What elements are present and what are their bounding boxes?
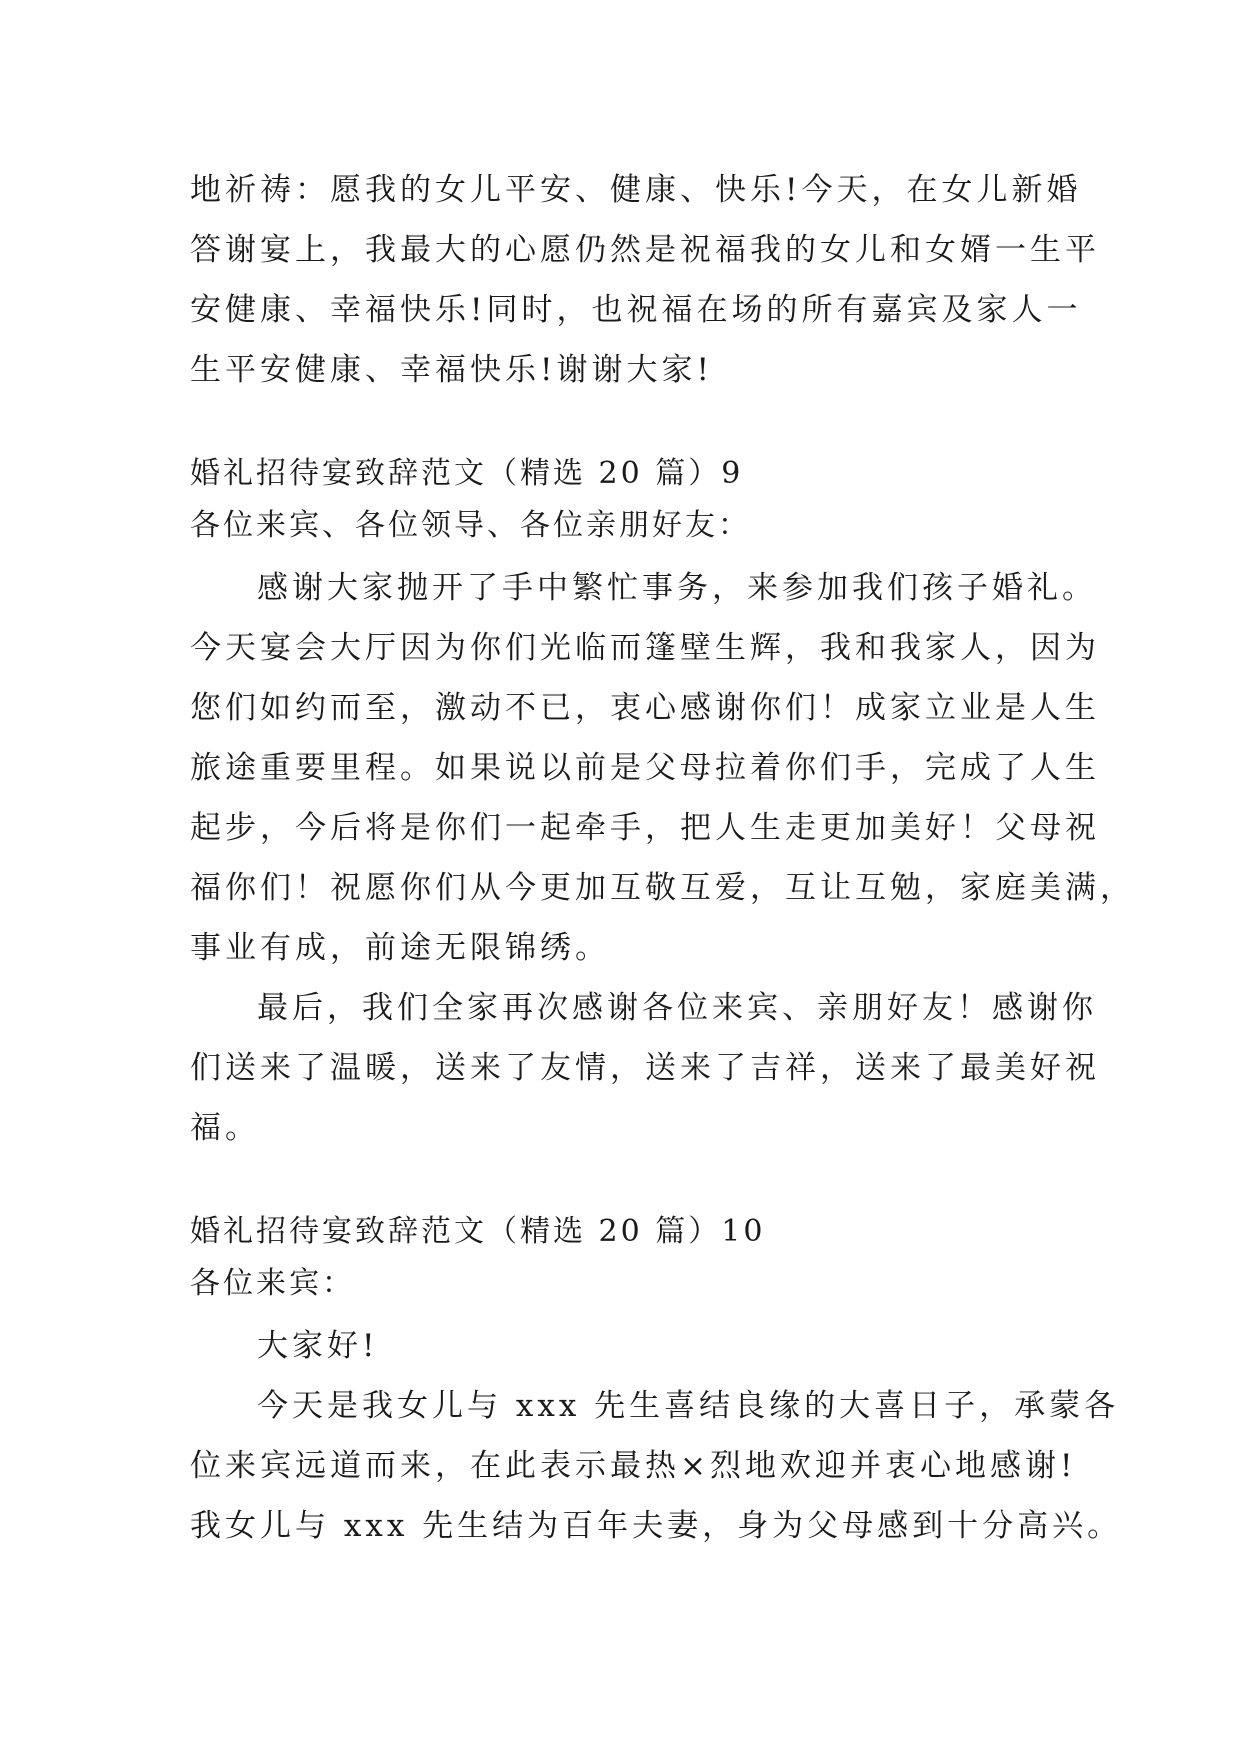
previous-section-text bbox=[190, 160, 1100, 400]
text-line: 我女儿与 xxx 先生结为百年夫妻，身为父母感到十分高兴。 bbox=[190, 1508, 1123, 1544]
text-line: 今天宴会大厅因为你们光临而篷壁生辉，我和我家人，因为 bbox=[190, 630, 1100, 666]
text-line: 生平安健康、幸福快乐!谢谢大家! bbox=[190, 352, 713, 388]
text-line: 起步，今后将是你们一起牵手，把人生走更加美好！父母祝 bbox=[190, 810, 1100, 846]
text-line: 感谢大家抛开了手中繁忙事务，来参加我们孩子婚礼。 bbox=[257, 570, 1097, 606]
text-line: 安健康、幸福快乐!同时，也祝福在场的所有嘉宾及家人一 bbox=[190, 292, 1082, 328]
text-line: 今天是我女儿与 xxx 先生喜结良缘的大喜日子，承蒙各 bbox=[257, 1388, 1120, 1424]
section-9 bbox=[190, 454, 1135, 1158]
text-line: 位来宾远道而来，在此表示最热×烈地欢迎并衷心地感谢! bbox=[190, 1448, 1077, 1484]
text-line: 最后，我们全家再次感谢各位来宾、亲朋好友！感谢你 bbox=[257, 990, 1097, 1026]
text-line: 福你们！祝愿你们从今更加互敬互爱，互让互勉，家庭美满， bbox=[190, 870, 1135, 906]
text-line: 们送来了温暖，送来了友情，送来了吉祥，送来了最美好祝 bbox=[190, 1050, 1100, 1086]
section-title: 婚礼招待宴致辞范文（精选 20 篇）10 bbox=[190, 1214, 766, 1249]
paragraph bbox=[190, 978, 1100, 1158]
section-greeting: 各位来宾： bbox=[190, 1266, 355, 1301]
text-line: 您们如约而至，激动不已，衷心感谢你们！成家立业是人生 bbox=[190, 690, 1100, 726]
section-greeting: 各位来宾、各位领导、各位亲朋好友： bbox=[190, 508, 751, 543]
text-line: 旅途重要里程。如果说以前是父母拉着你们手，完成了人生 bbox=[190, 750, 1100, 786]
section-title: 婚礼招待宴致辞范文（精选 20 篇）9 bbox=[190, 456, 744, 491]
text-line: 地祈祷：愿我的女儿平安、健康、快乐!今天，在女儿新婚 bbox=[190, 172, 1082, 208]
text-line: 答谢宴上，我最大的心愿仍然是祝福我的女儿和女婿一生平 bbox=[190, 232, 1100, 268]
document-body bbox=[190, 160, 1135, 1556]
text-line: 事业有成，前途无限锦绣。 bbox=[190, 930, 610, 966]
text-line: 福。 bbox=[190, 1110, 260, 1146]
text-line: 大家好! bbox=[257, 1328, 379, 1364]
paragraph bbox=[190, 558, 1135, 978]
paragraph bbox=[190, 1376, 1123, 1556]
section-10 bbox=[190, 1212, 1123, 1556]
